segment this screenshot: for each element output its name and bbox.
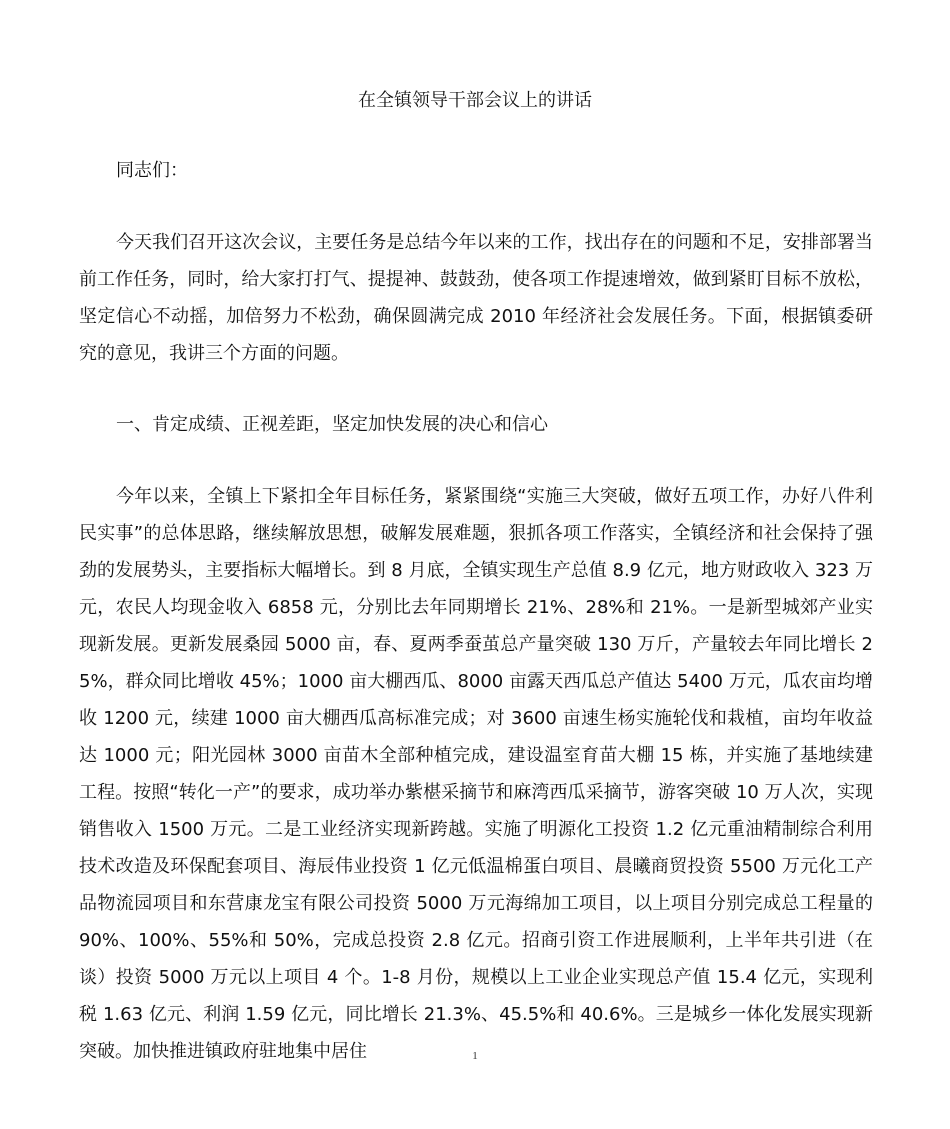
page-title: 在全镇领导干部会议上的讲话 (358, 90, 592, 111)
salutation: 同志们： (116, 160, 188, 181)
body-paragraph: 今年以来，全镇上下紧扣全年目标任务，紧紧围绕“实施三大突破，做好五项工作，办好八件利民实事”的总体思路，继续解放思想，破解发展难题，狠抓各项工作落实，全镇经济和社会保持了强劲的发展势头，主要指标大幅增长。到 8 月底，全镇实现生产总值 8.9 亿元，地方财政收入 323 万元，农民人均现金收入 6858 元，分别比去年同期增长 21%、28%和 21%。一是新型城郊产业实现新发展。更新发展桑园 5000 亩，春、夏两季蚕茧总产量突破 130 万斤，产量较去年同比增长 25%，群众同比增收 45%；1000 亩大棚西瓜、8000 亩露天西瓜总产值达 5400 万元，瓜农亩均增收 1200 元，续建 1000 亩大棚西瓜高标准完成；对 3600 亩速生杨实施轮伐和栽植，亩均年收益达 1000 元；阳光园林 3000 亩苗木全部种植完成，建设温室育苗大棚 15 栋，并实施了基地续建工程。按照“转化一产”的要求，成功举办紫椹采摘节和麻湾西瓜采摘节，游客突破 10 万人次，实现销售收入 1500 万元。二是工业经济实现新跨越。实施了明源化工投资 1.2 亿元重油精制综合利用技术改造及环保配套项目、海辰伟业投资 1 亿元低温棉蛋白项目、晨曦商贸投资 5500 万元化工产品物流园项目和东营康龙宝有限公司投资 5000 万元海绵加工项目，以上项目分别完成总工程量的 90%、100%、55%和 50%，完成总投资 2.8 亿元。招商引资工作进展顺利，上半年共引进（在谈）投资 5000 万元以上项目 4 个。1-8 月份，规模以上工业企业实现总产值 15.4 亿元，实现利税 1.63 亿元、利润 1.59 亿元，同比增长 21.3%、45.5%和 40.6%。三是城乡一体化发展实现新突破。加快推进镇政府驻地集中居住 (79, 486, 873, 1062)
intro-paragraph: 今天我们召开这次会议，主要任务是总结今年以来的工作，找出存在的问题和不足，安排部署当前工作任务，同时，给大家打打气、提提神、鼓鼓劲，使各项工作提速增效，做到紧盯目标不放松，坚定信心不动摇，加倍努力不松劲，确保圆满完成 2010 年经济社会发展任务。下面，根据镇委研究的意见，我讲三个方面的问题。 (79, 232, 873, 364)
page-number: 1 (472, 1050, 478, 1062)
section-heading: 一、肯定成绩、正视差距，坚定加快发展的决心和信心 (116, 414, 548, 435)
